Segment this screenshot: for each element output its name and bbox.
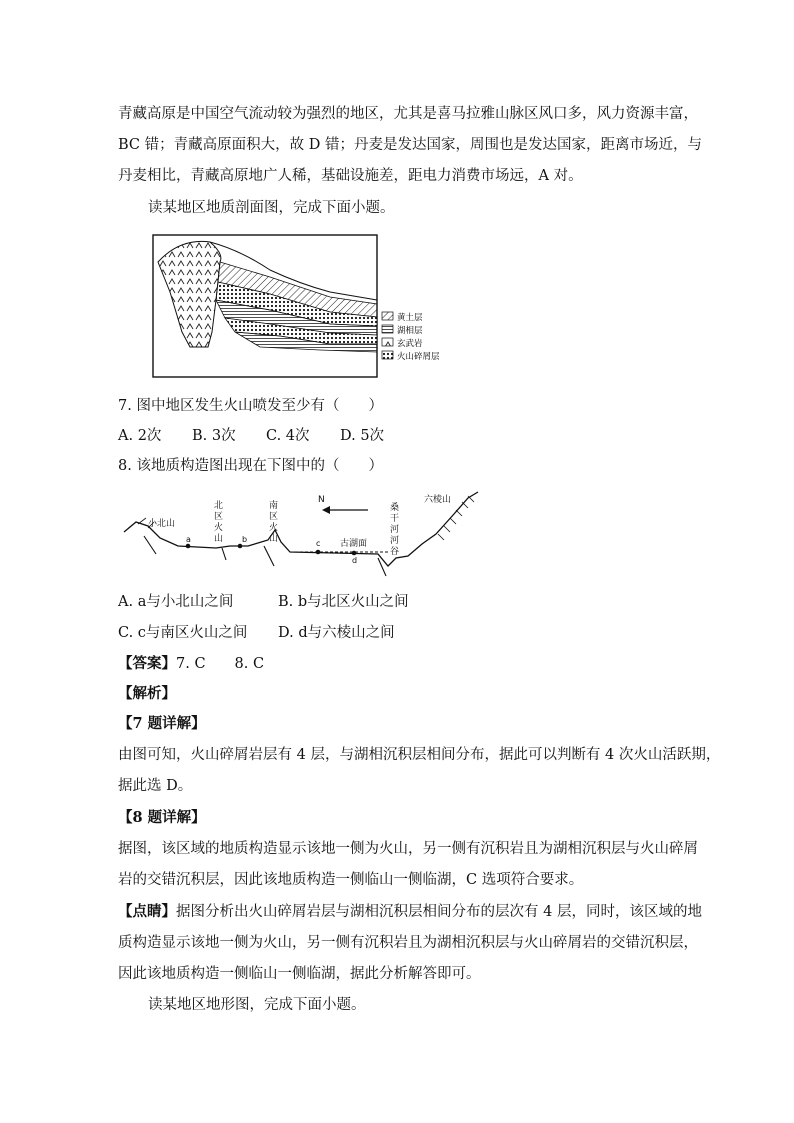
label-nanqu-1: 南: [269, 501, 279, 511]
paragraph-line: 因此该地质构造一侧临山一侧临湖，据此分析解答即可。: [118, 966, 481, 982]
q8-option-a: A. a与小北山之间: [118, 594, 234, 610]
q7-option-d: D. 5次: [340, 428, 385, 444]
label-xiaobeishan: 小北山: [148, 519, 176, 529]
label-north: N: [318, 495, 325, 505]
label-sanggan-1: 桑: [390, 503, 400, 513]
question-8-stem: 8. 该地质构造图出现在下图中的（ ）: [118, 458, 383, 474]
figure-legend: [382, 312, 440, 362]
paragraph-line: 岩的交错沉积层，因此该地质构造一侧临山一侧临湖，C 选项符合要求。: [118, 872, 584, 888]
paragraph-line: 丹麦相比，青藏高原地广人稀，基础设施差，距电力消费市场远，A 对。: [118, 168, 583, 184]
analysis-label: 【解析】: [118, 685, 176, 702]
legend-label: 火山碎屑层: [397, 352, 440, 362]
point-a-label: a: [186, 535, 191, 544]
tip-line: [118, 902, 702, 922]
label-liulengshan: 六棱山: [424, 495, 452, 505]
paragraph-line: 质构造显示该地一侧为火山，另一侧有沉积岩且为湖相沉积层与火山碎屑岩的交错沉积层，: [118, 935, 698, 951]
tip-label: 【点睛】: [118, 903, 176, 920]
tip-text: 据图分析出火山碎屑岩层与湖相沉积层相间分布的层次有 4 层，同时，该区域的地: [176, 904, 702, 920]
label-sanggan-4: 河: [390, 536, 400, 546]
point-c-label: c: [316, 539, 321, 548]
question-intro: 读某地区地质剖面图，完成下面小题。: [148, 200, 395, 216]
answer-line: [118, 654, 264, 674]
label-guhumian: 古湖面: [340, 539, 368, 549]
legend-label: 玄武岩: [397, 339, 423, 349]
q7-detail-label: 【7 题详解】: [118, 715, 206, 732]
answer-text: 7. C 8. C: [176, 656, 265, 672]
geologic-section-figure: [150, 232, 460, 382]
point-b-label: b: [242, 535, 248, 544]
q8-option-c: C. c与南区火山之间: [118, 625, 248, 641]
label-nanqu-2: 区: [269, 512, 279, 522]
label-beiqu-4: 山: [214, 534, 224, 544]
q7-option-b: B. 3次: [192, 428, 236, 444]
paragraph-line: 据图，该区域的地质构造显示该地一侧为火山，另一侧有沉积岩且为湖相沉积层与火山碎屑: [118, 841, 698, 857]
answer-label: 【答案】: [118, 655, 176, 672]
label-sanggan-5: 谷: [390, 547, 400, 557]
legend-label: 黄土层: [397, 313, 423, 323]
label-sanggan-3: 河: [390, 525, 400, 535]
paragraph-line: 青藏高原是中国空气流动较为强烈的地区，尤其是喜马拉雅山脉区风口多，风力资源丰富，: [118, 106, 698, 122]
q8-option-d: D. d与六棱山之间: [278, 625, 395, 641]
label-nanqu-3: 火: [269, 523, 279, 533]
q8-option-b: B. b与北区火山之间: [278, 594, 409, 610]
label-beiqu-3: 火: [214, 523, 224, 533]
paragraph-line: 由图可知，火山碎屑岩层有 4 层，与湖相沉积层相间分布，据此可以判断有 4 次火山活跃期，: [118, 747, 721, 763]
question-7-stem: 7. 图中地区发生火山喷发至少有（ ）: [118, 398, 383, 414]
point-d-label: d: [352, 556, 358, 565]
paragraph-line: 据此选 D。: [118, 778, 193, 794]
q7-option-c: C. 4次: [266, 428, 310, 444]
label-beiqu-1: 北: [214, 501, 224, 511]
q7-option-a: A. 2次: [118, 428, 162, 444]
label-beiqu-2: 区: [214, 512, 224, 522]
label-nanqu-4: 山: [269, 534, 279, 544]
paragraph-line: BC 错；青藏高原面积大，故 D 错；丹麦是发达国家，周围也是发达国家，距离市场近，与: [118, 137, 702, 153]
legend-label: 湖相层: [397, 326, 423, 336]
question-intro: 读某地区地形图，完成下面小题。: [148, 997, 366, 1013]
terrain-profile-figure: [118, 488, 488, 588]
label-sanggan-2: 干: [390, 514, 400, 524]
q8-detail-label: 【8 题详解】: [118, 809, 206, 826]
